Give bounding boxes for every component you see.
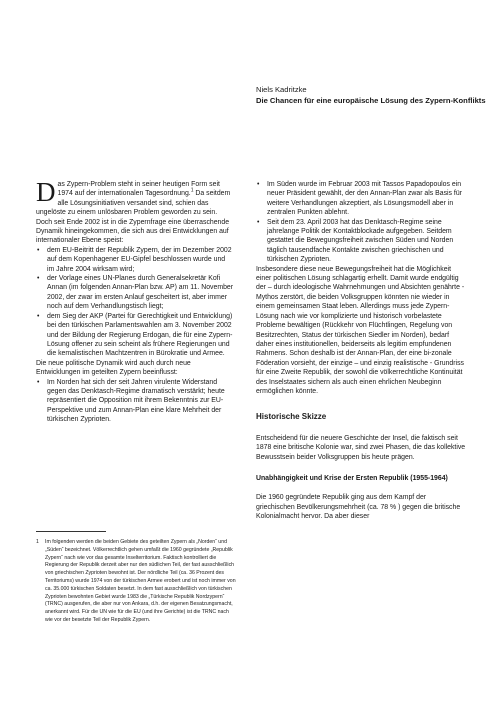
paragraph: Entscheidend für die neuere Geschichte der Insel, die faktisch seit 1878 eine britische Kolonie war, sind zwei Phasen, die das kollektive Bewusstsein beider Volksgruppen bis heute prägen. — [256, 434, 466, 461]
paragraph: Die 1960 gegründete Republik ging aus dem Kampf der griechischen Bevölkerungsmehrheit (ca. 78 % ) gegen die britische Kolonialmacht hervor. Da aber dieser — [256, 494, 461, 521]
bullet-list-1 — [36, 246, 234, 359]
footnote-number: 1 — [36, 539, 39, 545]
bullet-list-2 — [36, 378, 234, 425]
list-item: • Im Norden hat sich der seit Jahren virulente Widerstand gegen das Denktasch-Regime dramatisch verstärkt; heute repräsentiert die Opposition mit ihrem Bekenntnis zur EU-Perspektive und zum Annan-Plan eine klare Mehrheit der türkischen Zyprioten. — [36, 378, 234, 425]
section-heading: Historische Skizze — [256, 412, 327, 422]
list-item: • Im Süden wurde im Februar 2003 mit Tassos Papadopoulos ein neuer Präsident gewählt, der den Annan-Plan zwar als Basis für weitere Verhandlungen akzeptiert, als Lösungsmodell aber in zentralen Punkten ablehnt. — [256, 180, 466, 218]
paragraph: Insbesondere diese neue Bewegungsfreiheit hat die Möglichkeit einer politischen Lösung schlagartig erhellt. Damit wurde endgültig der – durch ideologische Wahrnehmungen und Absichten genährte - Mythos zerstört, die beiden Volksgruppen könnten nie wieder in einem gemeinsamen Staat leben. Allerdings muss jede Zypern-Lösung nach wie vor komplizierte und historisch vorbelastete Probleme bewältigen (Rückkehr von Flüchtlingen, Regelung von Besitzrechten, Status der türkischen Siedler im Norden), bedarf daher eines institutionellen, beiderseits als legitim empfundenen Rahmens. Schon deshalb ist der Annan-Plan, der eine bi-zonale Föderation vorsieht, der einzige – und einzig realistische - Grundriss für eine Zweite Republik, der sowohl die völkerrechtliche Kontinuität des Inselstaates sichern als auch einen ehrlichen Neubeginn ermöglichen könnte. — [256, 265, 465, 395]
list-item: • Seit dem 23. April 2003 hat das Denktasch-Regime seine jahrelange Politik der Kontaktblockade aufgegeben. Seitdem gestattet die Bewegungsfreiheit zwischen Süden und Norden täglich tausendfache Kontakte zwischen griechischen und türkischen Zyprioten. — [256, 218, 466, 265]
footnote — [36, 539, 236, 625]
list-item: • dem Sieg der AKP (Partei für Gerechtigkeit und Entwicklung) bei den türkischen Parlamentswahlen am 3. November 2002 und der Bildung der Regierung Erdogan, die für eine Zypern-Lösung offener zu sein scheint als frühere Regierungen und die kemalistischen Machtzentren in Bürokratie und Armee. — [36, 312, 234, 359]
dropcap: D — [36, 177, 56, 207]
subsection-heading: Unabhängigkeit und Krise der Ersten Republik (1955-1964) — [256, 474, 448, 482]
footnote-text: Im folgenden werden die beiden Gebiete des geteilten Zypern als „Norden“ und „Süden“ bezeichnet. Völkerrechtlich gehen umfaßt die 1960 gegründete „Republik Zypern“ nach wie vor das gesamte Inselterritorium. Faktisch kontrolliert die Regierung der Republik derzeit aber nur den südlichen Teil, der fast ausschließlich von griechischen Zyprioten bewohnt ist. Der nördliche Teil (ca. 36 Prozent des Territoriums) wurde 1974 von der türkischen Armee erobert und ist noch immer von ca. 35.000 türkischen Soldaten besetzt. In dem fast ausschließlich von türkischen Zyprioten bewohnten Gebiet wurde 1983 die „Türkische Republik Nordzypern“ (TRNC) ausgerufen, die aber nur von Ankara, d.h. der eigenen Besatzungsmacht, anerkannt wird. Für die UN wie für die EU (und ihre Gerichte) ist die TRNC nach wie vor der besetzte Teil der Republik Zypern. — [45, 539, 236, 623]
author-name: Niels Kadritzke — [256, 85, 307, 94]
footnote-divider — [36, 531, 106, 532]
intro-text-2: Da seitdem alle Lösungsinitiativen versandet sind, schien das ungelöste zu einem unlösbaren Problem geworden zu sein. Doch seit Ende 2002 ist in die Zypernfrage eine überraschende Dynamik hineingekommen, die sich aus drei Entwicklungen auf internationaler Ebene speist: — [36, 190, 231, 245]
paragraph: Die neue politische Dynamik wird auch durch neue Entwicklungen im geteilten Zypern beeinflusst: — [36, 359, 191, 377]
article-header — [256, 84, 486, 106]
left-column — [36, 177, 234, 425]
intro-paragraph — [36, 177, 234, 246]
right-column — [256, 180, 466, 522]
intro-text: as Zypern-Problem steht in seiner heutigen Form seit 1974 auf der internationalen Tagesordnung. — [57, 181, 220, 198]
list-item: • dem EU-Beitritt der Republik Zypern, der im Dezember 2002 auf dem Kopenhagener EU-Gipfel beschlossen wurde und im Jahre 2004 wirksam wird; — [36, 246, 234, 274]
article-title: Die Chancen für eine europäische Lösung des Zypern-Konflikts — [256, 96, 486, 105]
footnote-ref: 1 — [190, 188, 194, 195]
bullet-list-3 — [256, 180, 466, 265]
list-item: • der Vorlage eines UN-Planes durch Generalsekretär Kofi Annan (im folgenden Annan-Plan bzw. AP) am 11. November 2002, der zwar im ersten Anlauf gescheitert ist, aber immer noch auf dem Verhandlungstisch liegt; — [36, 274, 234, 312]
